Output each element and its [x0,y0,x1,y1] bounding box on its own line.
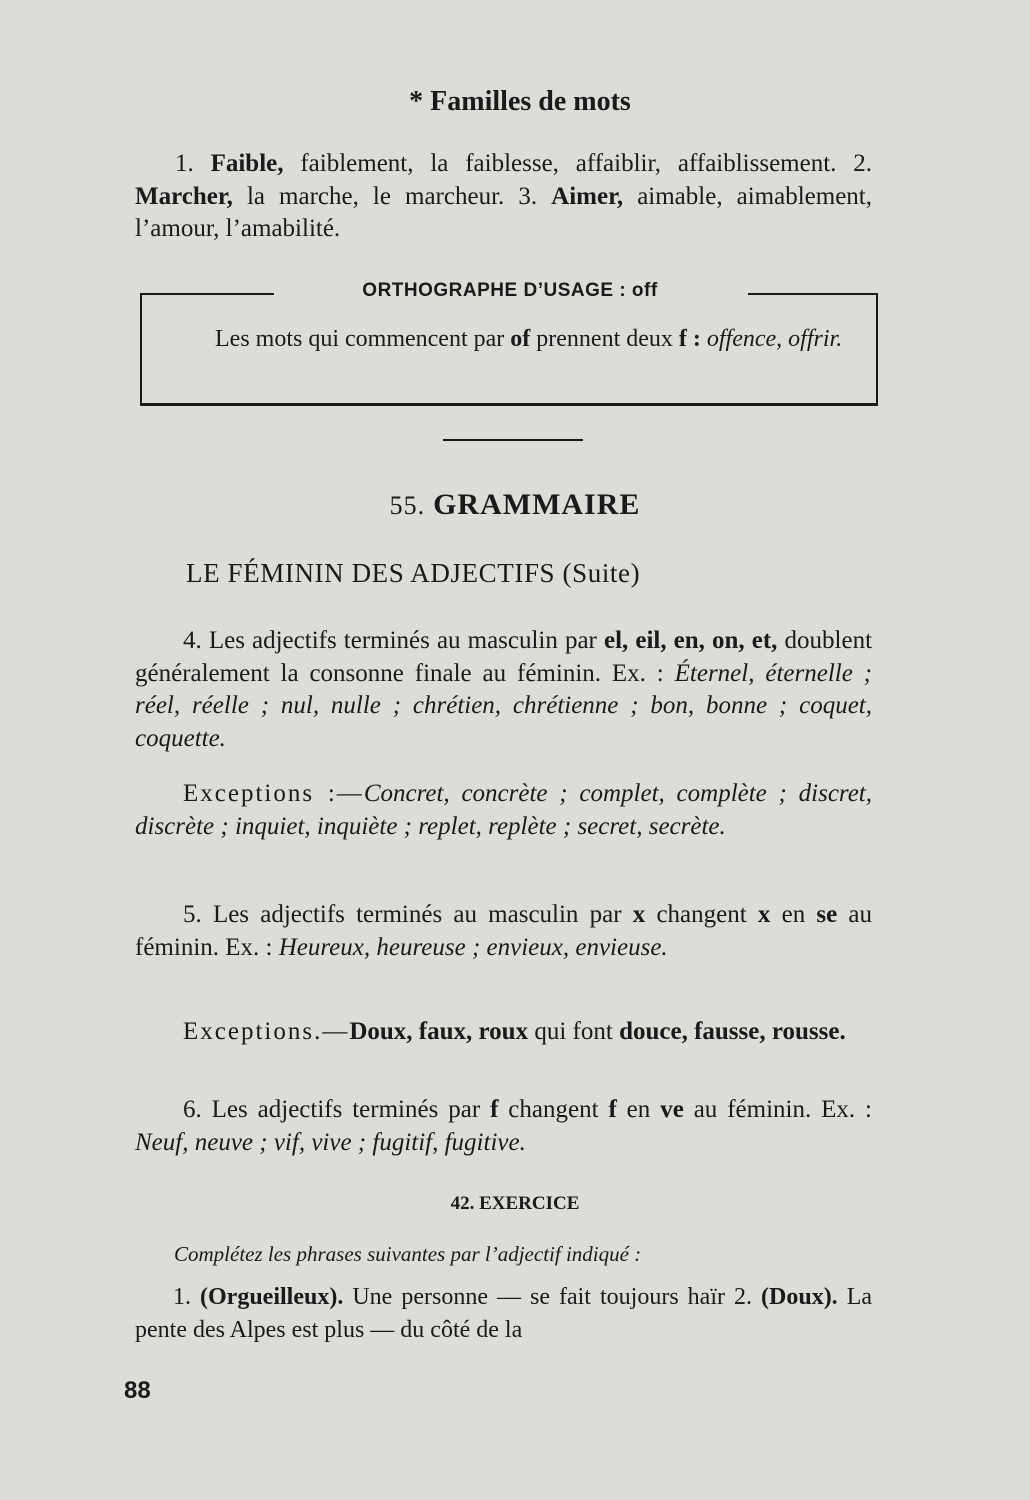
orthographe-title: ORTHOGRAPHE D’USAGE : off [362,280,658,301]
box-top-rule-right [748,293,876,295]
exercise-title: 42. EXERCICE [450,1193,580,1214]
box-top-rule-left [142,293,274,295]
exercise-questions: 1. (Orgueilleux). Une personne — se fait toujours haïr 2. (Doux). La pente des Alpes est plus — du côté de la [135,1284,873,1343]
rule-4: 4. Les adjectifs terminés au masculin par el, eil, en, on, et, doublent généralement la consonne finale au féminin. Ex. : Éternel, éternelle ; réel, réelle ; nul, nulle ; chrétien, chrétienne ; bon, bonne ; coquet, coquette. [135,627,873,752]
rule-5: 5. Les adjectifs terminés au masculin par x changent x en se au féminin. Ex. : Heureux, heureuse ; envieux, envieuse. [135,901,873,961]
section-subtitle: LE FÉMININ DES ADJECTIFS (Suite) [186,558,641,588]
familles-paragraph: 1. Faible, faiblement, la faiblesse, affaiblir, affaiblissement. 2. Marcher, la marche, le marcheur. 3. Aimer, aimable, aimablement, l’amour, l’amabilité. [135,150,873,242]
exceptions-5: Exceptions.—Doux, faux, roux qui font douce, fausse, rousse. [183,1018,846,1045]
familles-heading: * Familles de mots [409,86,631,117]
exceptions-4: Exceptions :—Concret, concrète ; complet, complète ; discret, discrète ; inquiet, inquiète ; replet, replète ; secret, secrète. [135,780,873,840]
exercise-instruction: Complétez les phrases suivantes par l’adjectif indiqué : [174,1242,642,1266]
orthographe-text: Les mots qui commencent par of prennent deux f : offence, offrir. [215,326,843,352]
rule-6: 6. Les adjectifs terminés par f changent f en ve au féminin. Ex. : Neuf, neuve ; vif, vive ; fugitif, fugitive. [135,1096,872,1156]
page-number: 88 [124,1377,151,1404]
section-divider [443,439,583,441]
section-title: 55. GRAMMAIRE [389,488,641,521]
